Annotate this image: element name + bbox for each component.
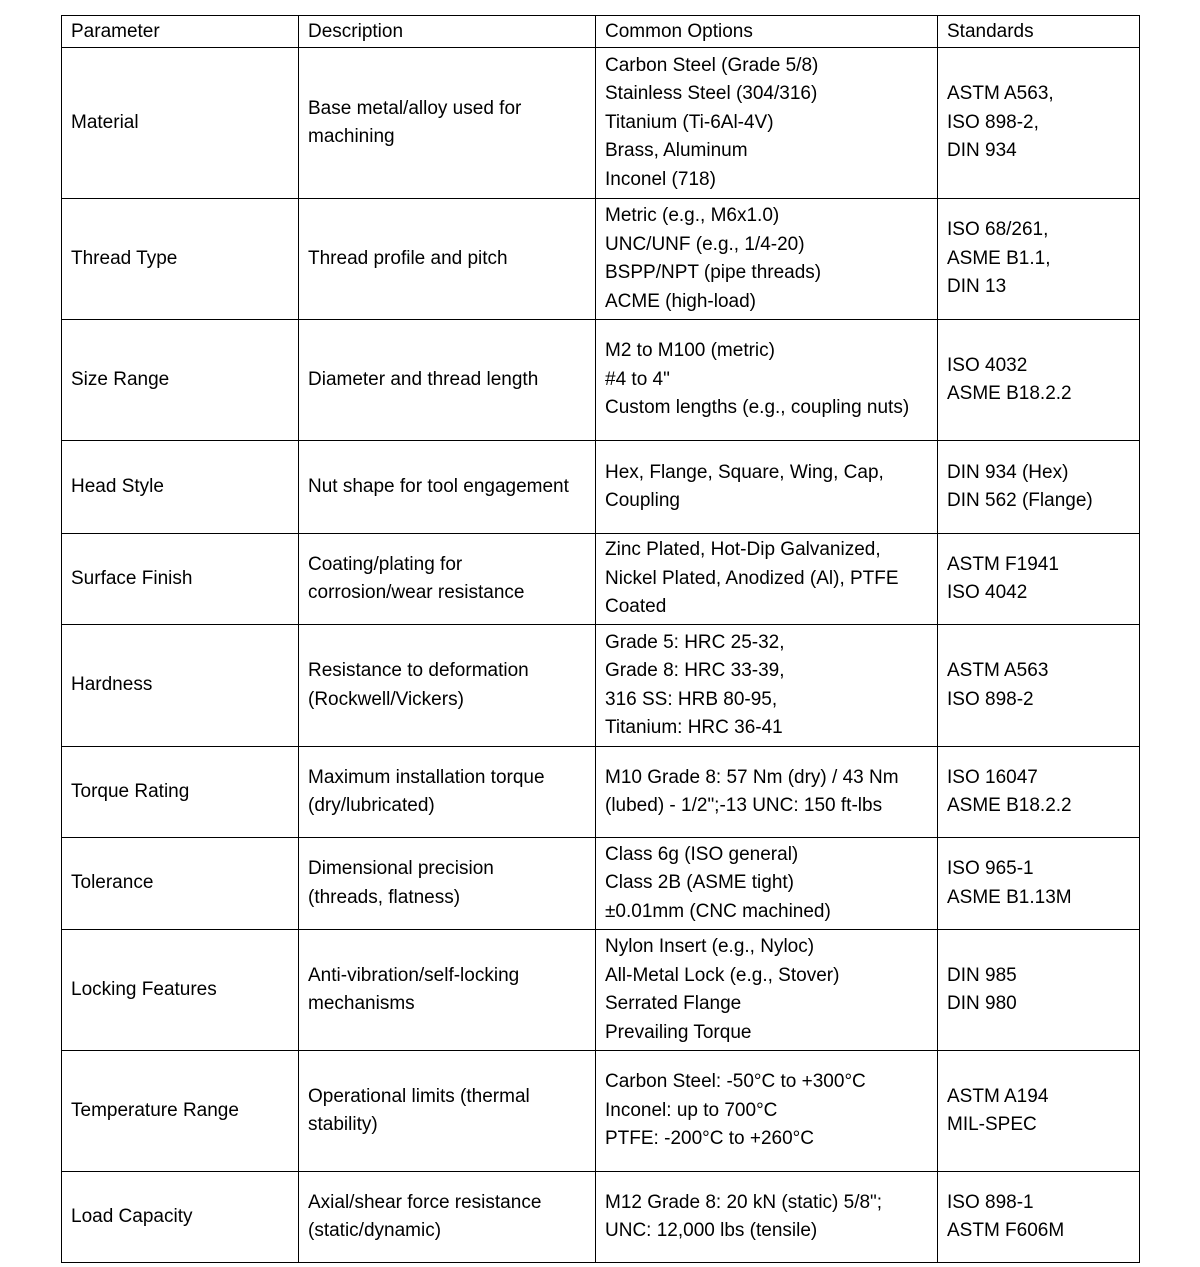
cell-parameter-text: Tolerance xyxy=(71,872,154,894)
cell-parameter xyxy=(62,747,299,838)
cell-standards xyxy=(938,534,1140,625)
cell-description-line: machining xyxy=(308,126,395,147)
header-parameter: Parameter xyxy=(62,16,299,48)
cell-description xyxy=(299,1172,596,1263)
cell-parameter xyxy=(62,48,299,199)
table-row xyxy=(62,930,1140,1051)
cell-common-options-line: Class 6g (ISO general) xyxy=(605,843,799,865)
cell-common-options xyxy=(596,838,938,930)
cell-parameter xyxy=(62,1172,299,1263)
cell-common-options-line: Titanium: HRC 36-41 xyxy=(605,717,783,738)
cell-standards-line: MIL-SPEC xyxy=(947,1114,1037,1135)
cell-common-options-line: Stainless Steel (304/316) xyxy=(605,83,818,105)
cell-common-options-line: Class 2B (ASME tight) xyxy=(605,872,794,894)
cell-standards-line: DIN 985 xyxy=(947,964,1017,986)
cell-description-line: Diameter and thread length xyxy=(308,368,539,390)
cell-parameter-text: Thread Type xyxy=(71,247,178,269)
cell-standards-line: ISO 16047 xyxy=(947,766,1038,788)
table-row xyxy=(62,838,1140,930)
table-body xyxy=(62,48,1140,1263)
cell-standards xyxy=(938,1172,1140,1263)
cell-parameter xyxy=(62,1051,299,1172)
table-row xyxy=(62,625,1140,747)
table-row xyxy=(62,1051,1140,1172)
cell-description xyxy=(299,625,596,747)
cell-parameter xyxy=(62,930,299,1051)
cell-common-options-line: Prevailing Torque xyxy=(605,1021,752,1043)
cell-common-options xyxy=(596,441,938,534)
cell-description-line: Thread profile and pitch xyxy=(308,247,508,269)
cell-common-options-line: PTFE: -200°C to +260°C xyxy=(605,1128,814,1150)
cell-description-line: Coating/plating for xyxy=(308,553,463,575)
table-row xyxy=(62,320,1140,441)
cell-standards xyxy=(938,625,1140,747)
cell-description xyxy=(299,747,596,838)
parameters-table xyxy=(61,15,1140,1263)
cell-standards-line: ASTM A563 xyxy=(947,660,1049,681)
cell-common-options xyxy=(596,199,938,320)
cell-standards-line: ISO 898-2 xyxy=(947,688,1034,710)
cell-common-options-line: Metric (e.g., M6x1.0) xyxy=(605,205,780,226)
cell-description-line: corrosion/wear resistance xyxy=(308,582,525,603)
cell-standards xyxy=(938,1051,1140,1172)
cell-standards xyxy=(938,838,1140,930)
cell-common-options xyxy=(596,320,938,441)
cell-standards-line: ASME B1.13M xyxy=(947,886,1072,908)
cell-standards xyxy=(938,48,1140,199)
cell-common-options-line: UNC/UNF (e.g., 1/4-20) xyxy=(605,233,805,255)
cell-description xyxy=(299,199,596,320)
table-row xyxy=(62,199,1140,320)
cell-standards-line: ISO 898-2, xyxy=(947,111,1039,133)
cell-description xyxy=(299,534,596,625)
table-row xyxy=(62,747,1140,838)
cell-common-options-line: Zinc Plated, Hot-Dip Galvanized, xyxy=(605,539,881,561)
cell-description xyxy=(299,48,596,199)
cell-common-options xyxy=(596,48,938,199)
cell-parameter-text: Load Capacity xyxy=(71,1205,193,1227)
cell-parameter-text: Material xyxy=(71,111,139,133)
cell-parameter xyxy=(62,838,299,930)
cell-parameter xyxy=(62,625,299,747)
cell-parameter-text: Head Style xyxy=(71,475,164,497)
cell-description-line: Dimensional precision xyxy=(308,858,494,879)
cell-standards-line: ISO 68/261, xyxy=(947,219,1049,241)
cell-common-options-line: Carbon Steel: -50°C to +300°C xyxy=(605,1071,866,1093)
cell-standards xyxy=(938,199,1140,320)
cell-description xyxy=(299,441,596,534)
cell-common-options xyxy=(596,534,938,625)
header-standards: Standards xyxy=(938,16,1140,48)
table-row xyxy=(62,1172,1140,1263)
cell-standards-line: ISO 898-1 xyxy=(947,1191,1034,1213)
cell-common-options-line: UNC: 12,000 lbs (tensile) xyxy=(605,1220,818,1241)
cell-parameter-text: Torque Rating xyxy=(71,780,190,802)
cell-description xyxy=(299,1051,596,1172)
cell-common-options-line: BSPP/NPT (pipe threads) xyxy=(605,262,822,283)
cell-standards-line: ASTM A563, xyxy=(947,83,1054,105)
cell-common-options-line: Carbon Steel (Grade 5/8) xyxy=(605,54,819,76)
cell-standards-line: DIN 980 xyxy=(947,993,1017,1014)
cell-description-line: Nut shape for tool engagement xyxy=(308,475,569,497)
header-row xyxy=(62,16,1140,48)
cell-description-line: (Rockwell/Vickers) xyxy=(308,688,464,710)
cell-common-options-line: Coupling xyxy=(605,490,680,511)
cell-standards-line: DIN 934 (Hex) xyxy=(947,461,1069,483)
cell-common-options-line: Coated xyxy=(605,596,667,618)
cell-standards xyxy=(938,747,1140,838)
table-row xyxy=(62,441,1140,534)
cell-standards-line: ASME B18.2.2 xyxy=(947,383,1072,404)
cell-description-line: Anti-vibration/self-locking xyxy=(308,964,520,986)
cell-parameter-text: Size Range xyxy=(71,368,170,390)
cell-common-options-line: M10 Grade 8: 57 Nm (dry) / 43 Nm xyxy=(605,766,899,788)
cell-standards-line: ISO 965-1 xyxy=(947,858,1034,879)
cell-common-options xyxy=(596,930,938,1051)
cell-parameter xyxy=(62,320,299,441)
cell-common-options-line: Titanium (Ti-6Al-4V) xyxy=(605,111,774,133)
cell-common-options-line: Inconel: up to 700°C xyxy=(605,1099,778,1121)
cell-parameter-text: Hardness xyxy=(71,674,153,696)
cell-standards-line: ASME B1.1, xyxy=(947,247,1051,269)
cell-parameter-text: Temperature Range xyxy=(71,1099,239,1121)
cell-standards xyxy=(938,930,1140,1051)
cell-common-options-line: Brass, Aluminum xyxy=(605,140,748,162)
cell-standards-line: DIN 13 xyxy=(947,276,1007,298)
cell-standards xyxy=(938,441,1140,534)
cell-common-options-line: M2 to M100 (metric) xyxy=(605,340,775,362)
cell-description xyxy=(299,930,596,1051)
cell-common-options xyxy=(596,1172,938,1263)
cell-standards-line: ASTM A194 xyxy=(947,1085,1049,1107)
cell-description-line: Operational limits (thermal xyxy=(308,1085,530,1107)
cell-standards-line: ISO 4032 xyxy=(947,354,1028,376)
cell-standards-line: DIN 562 (Flange) xyxy=(947,490,1093,511)
cell-common-options xyxy=(596,1051,938,1172)
cell-common-options-line: (lubed) - 1/2";-13 UNC: 150 ft-lbs xyxy=(605,795,883,816)
cell-description xyxy=(299,320,596,441)
cell-parameter-text: Surface Finish xyxy=(71,567,193,589)
cell-parameter-text: Locking Features xyxy=(71,978,217,1000)
cell-parameter xyxy=(62,534,299,625)
cell-standards-line: DIN 934 xyxy=(947,140,1017,162)
cell-description-line: Maximum installation torque xyxy=(308,766,545,788)
cell-description-line: Resistance to deformation xyxy=(308,660,529,681)
header-description: Description xyxy=(299,16,596,48)
cell-description xyxy=(299,838,596,930)
cell-parameter xyxy=(62,441,299,534)
cell-common-options-line: 316 SS: HRB 80-95, xyxy=(605,688,778,710)
cell-standards-line: ASTM F606M xyxy=(947,1220,1065,1241)
cell-common-options-line: All-Metal Lock (e.g., Stover) xyxy=(605,964,840,986)
cell-description-line: Axial/shear force resistance xyxy=(308,1191,542,1213)
table-row xyxy=(62,534,1140,625)
cell-common-options-line: Hex, Flange, Square, Wing, Cap, xyxy=(605,461,884,483)
cell-common-options-line: Serrated Flange xyxy=(605,993,742,1014)
header-common-options: Common Options xyxy=(596,16,938,48)
cell-common-options-line: Grade 5: HRC 25-32, xyxy=(605,631,785,653)
cell-description-line: Base metal/alloy used for xyxy=(308,97,522,119)
cell-common-options xyxy=(596,625,938,747)
cell-standards xyxy=(938,320,1140,441)
cell-standards-line: ASTM F1941 xyxy=(947,553,1059,575)
cell-common-options-line: Nickel Plated, Anodized (Al), PTFE xyxy=(605,567,899,589)
cell-description-line: (threads, flatness) xyxy=(308,886,461,908)
cell-common-options-line: M12 Grade 8: 20 kN (static) 5/8"; xyxy=(605,1191,883,1213)
table-row xyxy=(62,48,1140,199)
cell-description-line: stability) xyxy=(308,1114,378,1135)
cell-description-line: (dry/lubricated) xyxy=(308,795,435,816)
cell-common-options-line: ACME (high-load) xyxy=(605,290,756,312)
cell-common-options-line: Nylon Insert (e.g., Nyloc) xyxy=(605,936,815,957)
cell-common-options-line: ±0.01mm (CNC machined) xyxy=(605,900,831,922)
cell-description-line: (static/dynamic) xyxy=(308,1220,442,1241)
cell-common-options-line: Grade 8: HRC 33-39, xyxy=(605,660,785,681)
cell-standards-line: ASME B18.2.2 xyxy=(947,795,1072,816)
cell-common-options-line: Custom lengths (e.g., coupling nuts) xyxy=(605,397,910,419)
cell-description-line: mechanisms xyxy=(308,993,415,1014)
cell-standards-line: ISO 4042 xyxy=(947,582,1028,603)
cell-common-options xyxy=(596,747,938,838)
cell-parameter xyxy=(62,199,299,320)
cell-common-options-line: Inconel (718) xyxy=(605,168,716,190)
cell-common-options-line: #4 to 4" xyxy=(605,368,670,390)
